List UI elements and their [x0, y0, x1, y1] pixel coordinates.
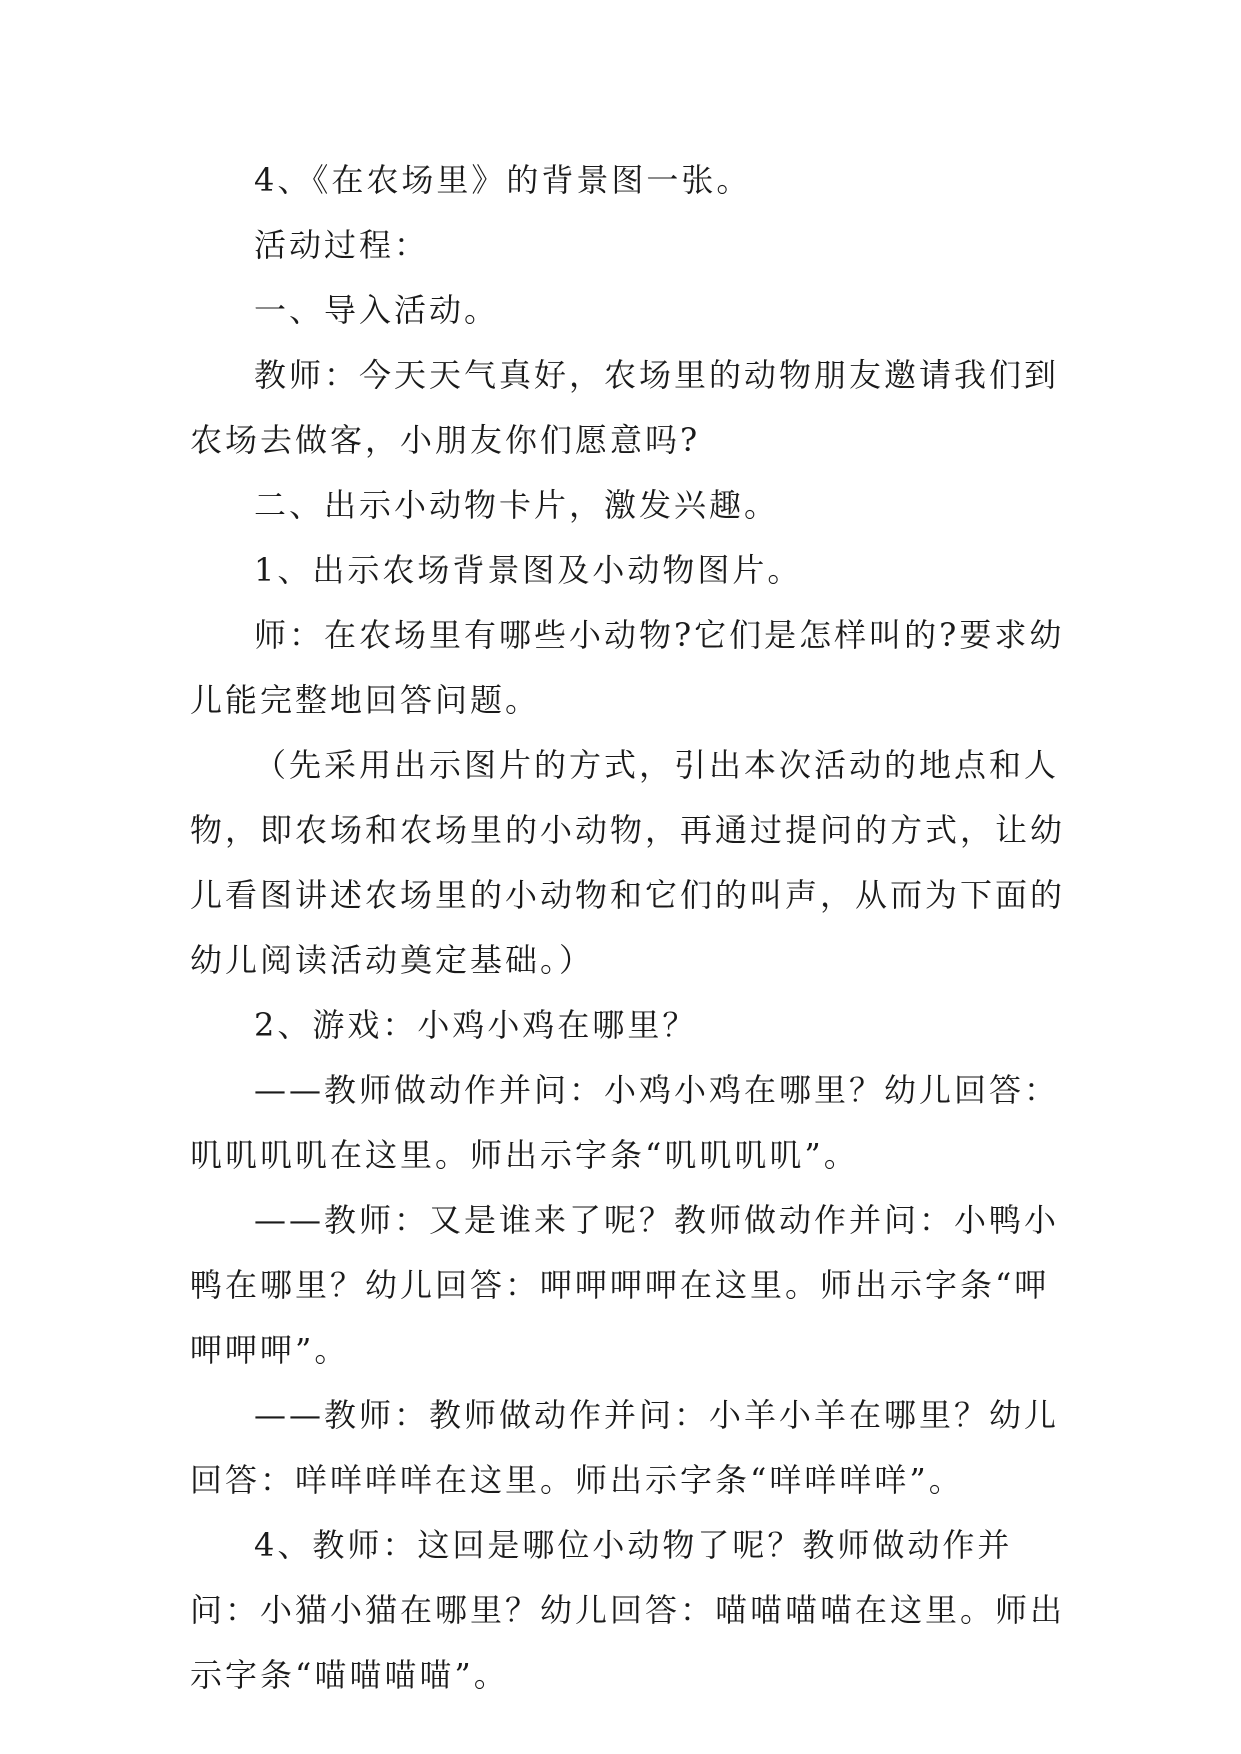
paragraph: （先采用出示图片的方式，引出本次活动的地点和人物，即农场和农场里的小动物，再通过提问的方式，让幼儿看图讲述农场里的小动物和它们的叫声，从而为下面的幼儿阅读活动奠定基础。）	[190, 746, 1066, 979]
paragraph: 4、《在农场里》的背景图一张。	[254, 161, 752, 199]
paragraph: 二、出示小动物卡片，激发兴趣。	[254, 486, 780, 524]
document-body	[190, 148, 1070, 1708]
paragraph: 4、教师：这回是哪位小动物了呢？教师做动作并问：小猫小猫在哪里？幼儿回答：喵喵喵喵在这里。师出示字条“喵喵喵喵”。	[190, 1526, 1066, 1694]
paragraph: 一、导入活动。	[254, 291, 500, 329]
paragraph: ——教师做动作并问：小鸡小鸡在哪里？幼儿回答：叽叽叽叽在这里。师出示字条“叽叽叽叽”。	[190, 1071, 1060, 1174]
paragraph: 师：在农场里有哪些小动物?它们是怎样叫的?要求幼儿能完整地回答问题。	[190, 616, 1065, 719]
paragraph: 教师：今天天气真好，农场里的动物朋友邀请我们到农场去做客，小朋友你们愿意吗?	[190, 356, 1060, 459]
paragraph: 1、出示农场背景图及小动物图片。	[254, 551, 803, 589]
paragraph: ——教师：教师做动作并问：小羊小羊在哪里？幼儿回答：咩咩咩咩在这里。师出示字条“咩咩咩咩”。	[190, 1396, 1060, 1499]
paragraph: 活动过程：	[254, 226, 430, 264]
paragraph: ——教师：又是谁来了呢？教师做动作并问：小鸭小鸭在哪里？幼儿回答：呷呷呷呷在这里。师出示字条“呷呷呷呷”。	[190, 1201, 1060, 1369]
paragraph: 2、游戏：小鸡小鸡在哪里？	[254, 1006, 698, 1044]
